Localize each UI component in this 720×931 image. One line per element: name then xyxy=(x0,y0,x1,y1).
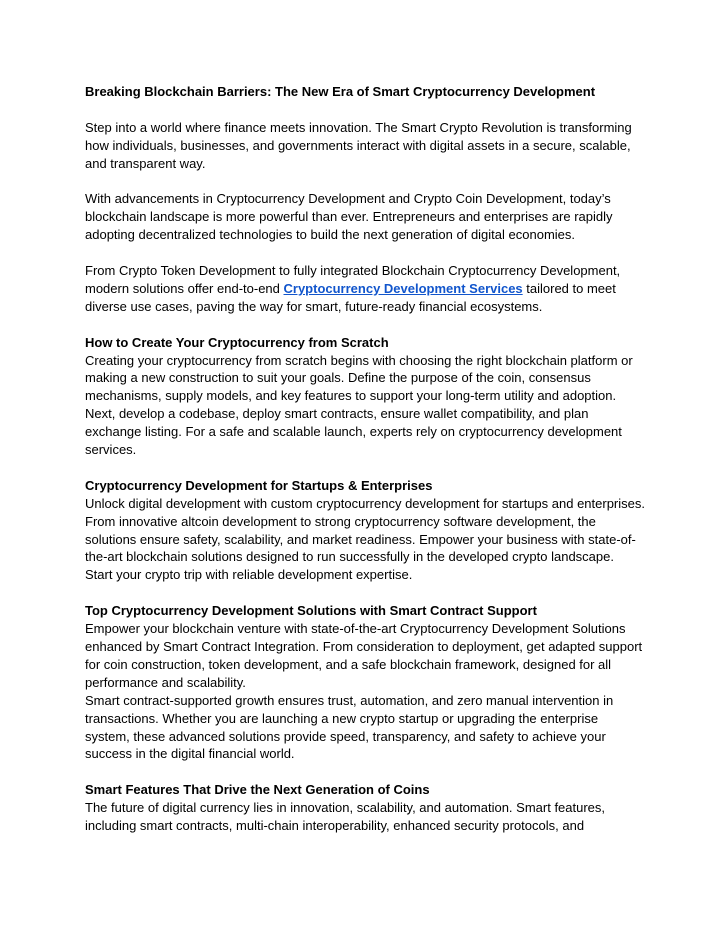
spacer xyxy=(85,459,645,477)
section-heading-smart-contract-solutions: Top Cryptocurrency Development Solutions with Smart Contract Support xyxy=(85,603,537,619)
spacer xyxy=(85,173,645,191)
spacer xyxy=(85,316,645,334)
spacer xyxy=(85,763,645,781)
section-heading-smart-features: Smart Features That Drive the Next Generation of Coins xyxy=(85,782,430,798)
section-heading-create-from-scratch: How to Create Your Cryptocurrency from Scratch xyxy=(85,334,389,350)
document-title: Breaking Blockchain Barriers: The New Era of Smart Cryptocurrency Development xyxy=(85,84,596,99)
spacer xyxy=(85,584,645,602)
section-body-smart-features: The future of digital currency lies in innovation, scalability, and automation. Smart features, including smart contracts, multi-chain interoperability, enhanced security protocols, and xyxy=(85,800,606,834)
section-body-smart-contract-solutions: Empower your blockchain venture with state-of-the-art Cryptocurrency Development Solutions enhanced by Smart Contract Integration. From consideration to deployment, get adapted support for coin construction, token development, and a safe blockchain framework, designed for all performance and scalability. xyxy=(85,621,643,690)
intro-paragraph-2: With advancements in Cryptocurrency Development and Crypto Coin Development, today’s blockchain landscape is more powerful than ever. Entrepreneurs and enterprises are rapidly adopting decentralized technologies to build the next generation of digital economies. xyxy=(85,191,613,243)
intro-paragraph-3-text-after: tailored to meet diverse use cases, paving the way for smart, future-ready financial ecosystems. xyxy=(85,280,616,314)
section-body-smart-contract-solutions-2: Smart contract-supported growth ensures trust, automation, and zero manual intervention in transactions. Whether you are launching a new crypto startup or upgrading the enterprise system, these advanced solutions provide speed, transparency, and safety to achieve your success in the digital financial world. xyxy=(85,692,614,762)
spacer xyxy=(85,101,645,119)
document-page xyxy=(85,83,645,835)
section-heading-startups-enterprises: Cryptocurrency Development for Startups & Enterprises xyxy=(85,477,433,493)
intro-paragraph-3-text-before: From Crypto Token Development to fully integrated Blockchain Cryptocurrency Development, modern solutions offer end-to-end xyxy=(85,263,621,296)
intro-paragraph-3 xyxy=(85,262,645,316)
section-body-startups-enterprises: Unlock digital development with custom cryptocurrency development for startups and enterprises. From innovative altcoin development to strong cryptocurrency software development, the solutions ensure safety, scalability, and market readiness. Empower your business with state-of-the-art blockchain solutions designed to run successfully in the developed crypto landscape. Start your crypto trip with reliable development expertise. xyxy=(85,495,645,583)
spacer xyxy=(85,244,645,262)
cryptocurrency-development-services-link[interactable]: Cryptocurrency Development Services xyxy=(283,280,523,296)
section-body-create-from-scratch: Creating your cryptocurrency from scratch begins with choosing the right blockchain platform or making a new construction to suit your goals. Define the purpose of the coin, consensus mechanisms, supply models, and key features to support your long-term utility and adoption. Next, develop a codebase, deploy smart contracts, ensure wallet compatibility, and plan exchange listing. For a safe and scalable launch, experts rely on cryptocurrency development services. xyxy=(85,352,633,458)
intro-paragraph-1: Step into a world where finance meets innovation. The Smart Crypto Revolution is transforming how individuals, businesses, and governments interact with digital assets in a secure, scalable, and transparent way. xyxy=(85,119,632,171)
